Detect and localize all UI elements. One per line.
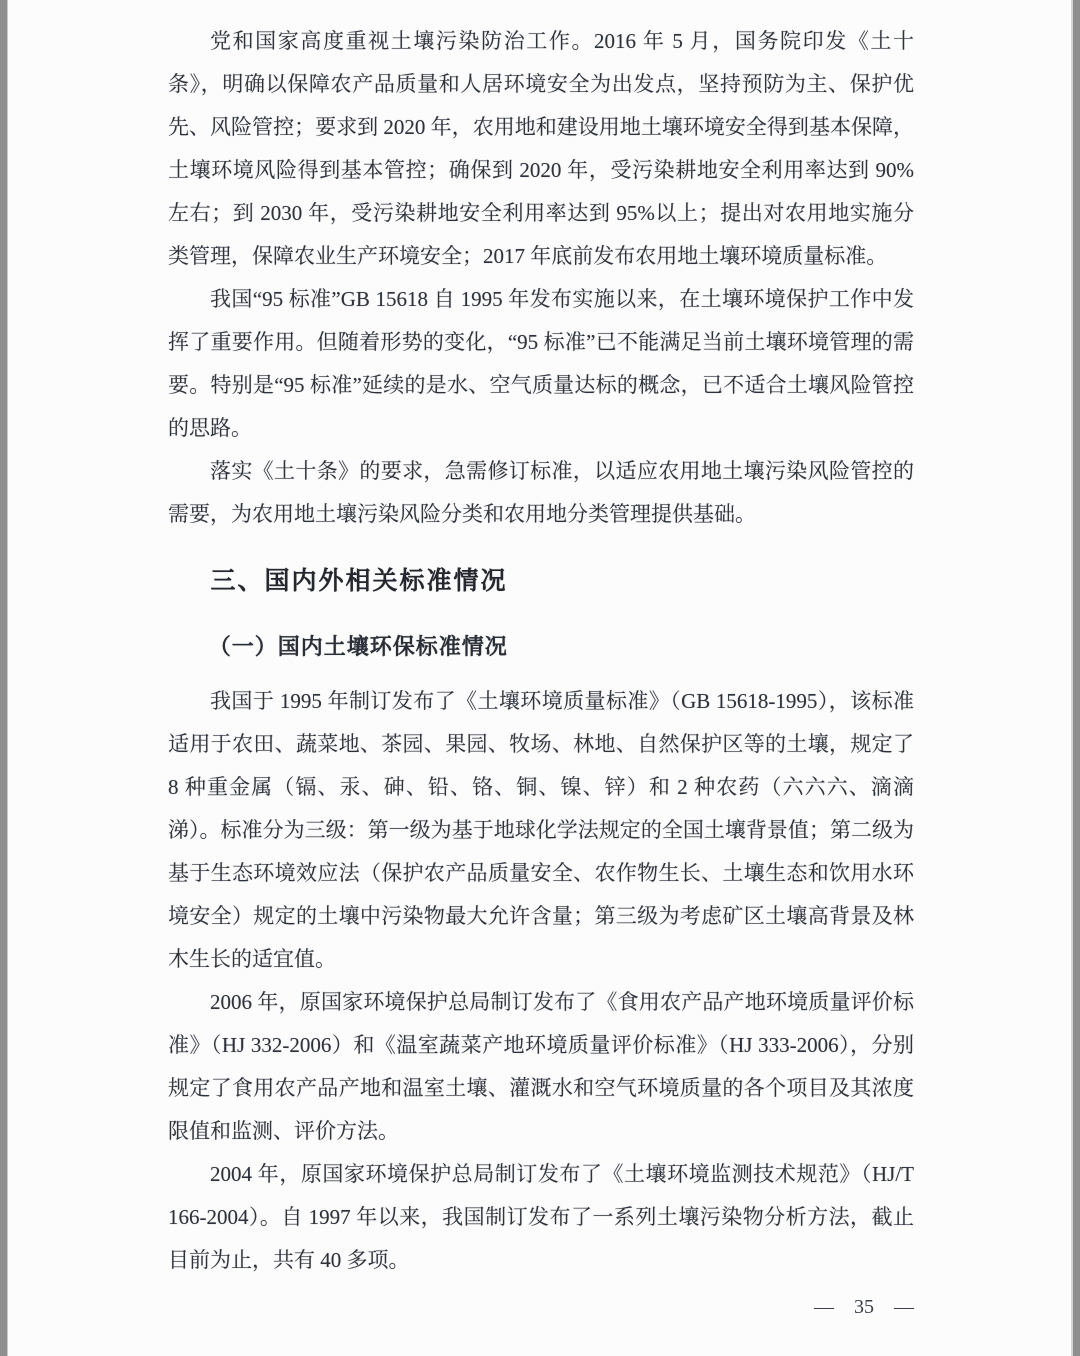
paragraph-soil-policy-overview: 党和国家高度重视土壤污染防治工作。2016 年 5 月，国务院印发《土十条》，明确以保障农产品质量和人居环境安全为出发点，坚持预防为主、保护优先、风险管控；要求到 2020 年，农用地和建设用地土壤环境安全得到基本保障，土壤环境风险得到基本管控；确保到 2020 年，受污染耕地安全利用率达到 90%左右；到 2030 年，受污染耕地安全利用率达到 95%以上；提出对农用地实施分类管理，保障农业生产环境安全；2017 年底前发布农用地土壤环境质量标准。 — [168, 29, 914, 268]
subsection-heading-domestic-soil-standards: （一）国内土壤环保标准情况 — [208, 634, 508, 659]
document-page — [168, 20, 914, 1282]
page-left-edge — [0, 0, 8, 1356]
paragraph-hj332-hj333-2006: 2006 年，原国家环境保护总局制订发布了《食用农产品产地环境质量评价标准》（HJ 332-2006）和《温室蔬菜产地环境质量评价标准》（HJ 333-2006），分别规定了食用农产品产地和温室土壤、灌溉水和空气环境质量的各个项目及其浓度限值和监测、评价方法。 — [168, 990, 914, 1143]
section-heading-domestic-foreign-standards: 三、国内外相关标准情况 — [210, 567, 508, 595]
paragraph-95-standard-history: 我国“95 标准”GB 15618 自 1995 年发布实施以来，在土壤环境保护工作中发挥了重要作用。但随着形势的变化，“95 标准”已不能满足当前土壤环境管理的需要。特别是“95 标准”延续的是水、空气质量达标的概念，已不适合土壤风险管控的思路。 — [168, 287, 914, 440]
footer-dash-right: — — [894, 1296, 914, 1318]
footer-dash-left: — — [814, 1296, 834, 1318]
paragraph-hjt166-2004: 2004 年，原国家环境保护总局制订发布了《土壤环境监测技术规范》（HJ/T 166-2004）。自 1997 年以来，我国制订发布了一系列土壤污染物分析方法，截止目前为止，共有 40 多项。 — [168, 1162, 914, 1272]
paragraph-gb15618-1995: 我国于 1995 年制订发布了《土壤环境质量标准》（GB 15618-1995），该标准适用于农田、蔬菜地、茶园、果园、牧场、林地、自然保护区等的土壤，规定了 8 种重金属（镉、汞、砷、铅、铬、铜、镍、锌）和 2 种农药（六六六、滴滴涕）。标准分为三级：第一级为基于地球化学法规定的全国土壤背景值；第二级为基于生态环境效应法（保护农产品质量安全、农作物生长、土壤生态和饮用水环境安全）规定的土壤中污染物最大允许含量；第三级为考虑矿区土壤高背景及林木生长的适宜值。 — [168, 689, 914, 971]
page-number-footer — [168, 1292, 914, 1322]
page-number: 35 — [854, 1296, 874, 1318]
page-right-edge — [1071, 0, 1080, 1356]
paragraph-revision-need: 落实《土十条》的要求，急需修订标准，以适应农用地土壤污染风险管控的需要，为农用地土壤污染风险分类和农用地分类管理提供基础。 — [168, 459, 914, 526]
